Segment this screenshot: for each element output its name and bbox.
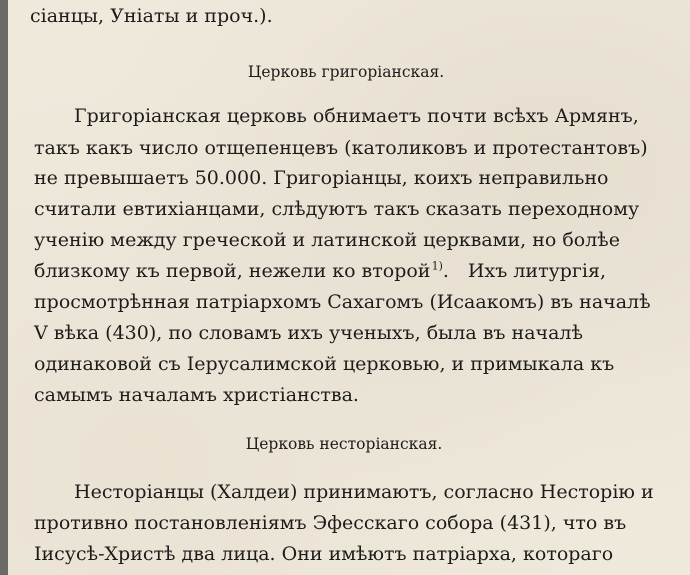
book-page xyxy=(8,0,690,575)
text-line: Григоріанская церковь обнимаетъ почти всѣхъ Армянъ, xyxy=(74,105,639,127)
text-line: близкому къ первой, нежели ко второй $^{1)}$. Ихъ литургія, xyxy=(34,259,606,282)
text-line: Іисусѣ-Христѣ два лица. Они имѣютъ патріарха, котораго xyxy=(34,543,614,565)
footnote-marker: 1) xyxy=(431,259,443,273)
text-line: сіанцы, Уніаты и проч.). xyxy=(30,5,273,27)
text-line: просмотрѣнная патріархомъ Сахагомъ (Исаакомъ) въ началѣ xyxy=(34,291,651,313)
line-text: близкому къ первой, нежели ко второй xyxy=(34,260,431,282)
text-line: считали евтихіанцами, слѣдуютъ такъ сказать переходному xyxy=(34,198,640,220)
section-heading-gregorian: Церковь григоріанская. xyxy=(247,63,445,81)
text-line: такъ какъ число отщепенцевъ (католиковъ и протестантовъ) xyxy=(34,137,648,159)
text-line: самымъ началамъ христіанства. xyxy=(34,384,359,406)
text-line: одинаковой съ Іерусалимской церковью, и примыкала къ xyxy=(34,353,615,375)
section-heading-nestorian: Церковь несторіанская. xyxy=(245,435,443,453)
text-line: V вѣка (430), по словамъ ихъ ученыхъ, была въ началѣ xyxy=(34,322,583,344)
text-line: Несторіанцы (Халдеи) принимаютъ, согласно Несторію и xyxy=(74,481,654,503)
text-line: не превышаетъ 50.000. Григоріанцы, коихъ неправильно xyxy=(34,167,609,189)
line-text: Ихъ литургія, xyxy=(467,260,606,282)
text-line: противно постановленіямъ Эфесскаго собора (431), что въ xyxy=(34,512,627,534)
text-line: ученію между греческой и латинской церквами, но болѣе xyxy=(34,229,620,251)
